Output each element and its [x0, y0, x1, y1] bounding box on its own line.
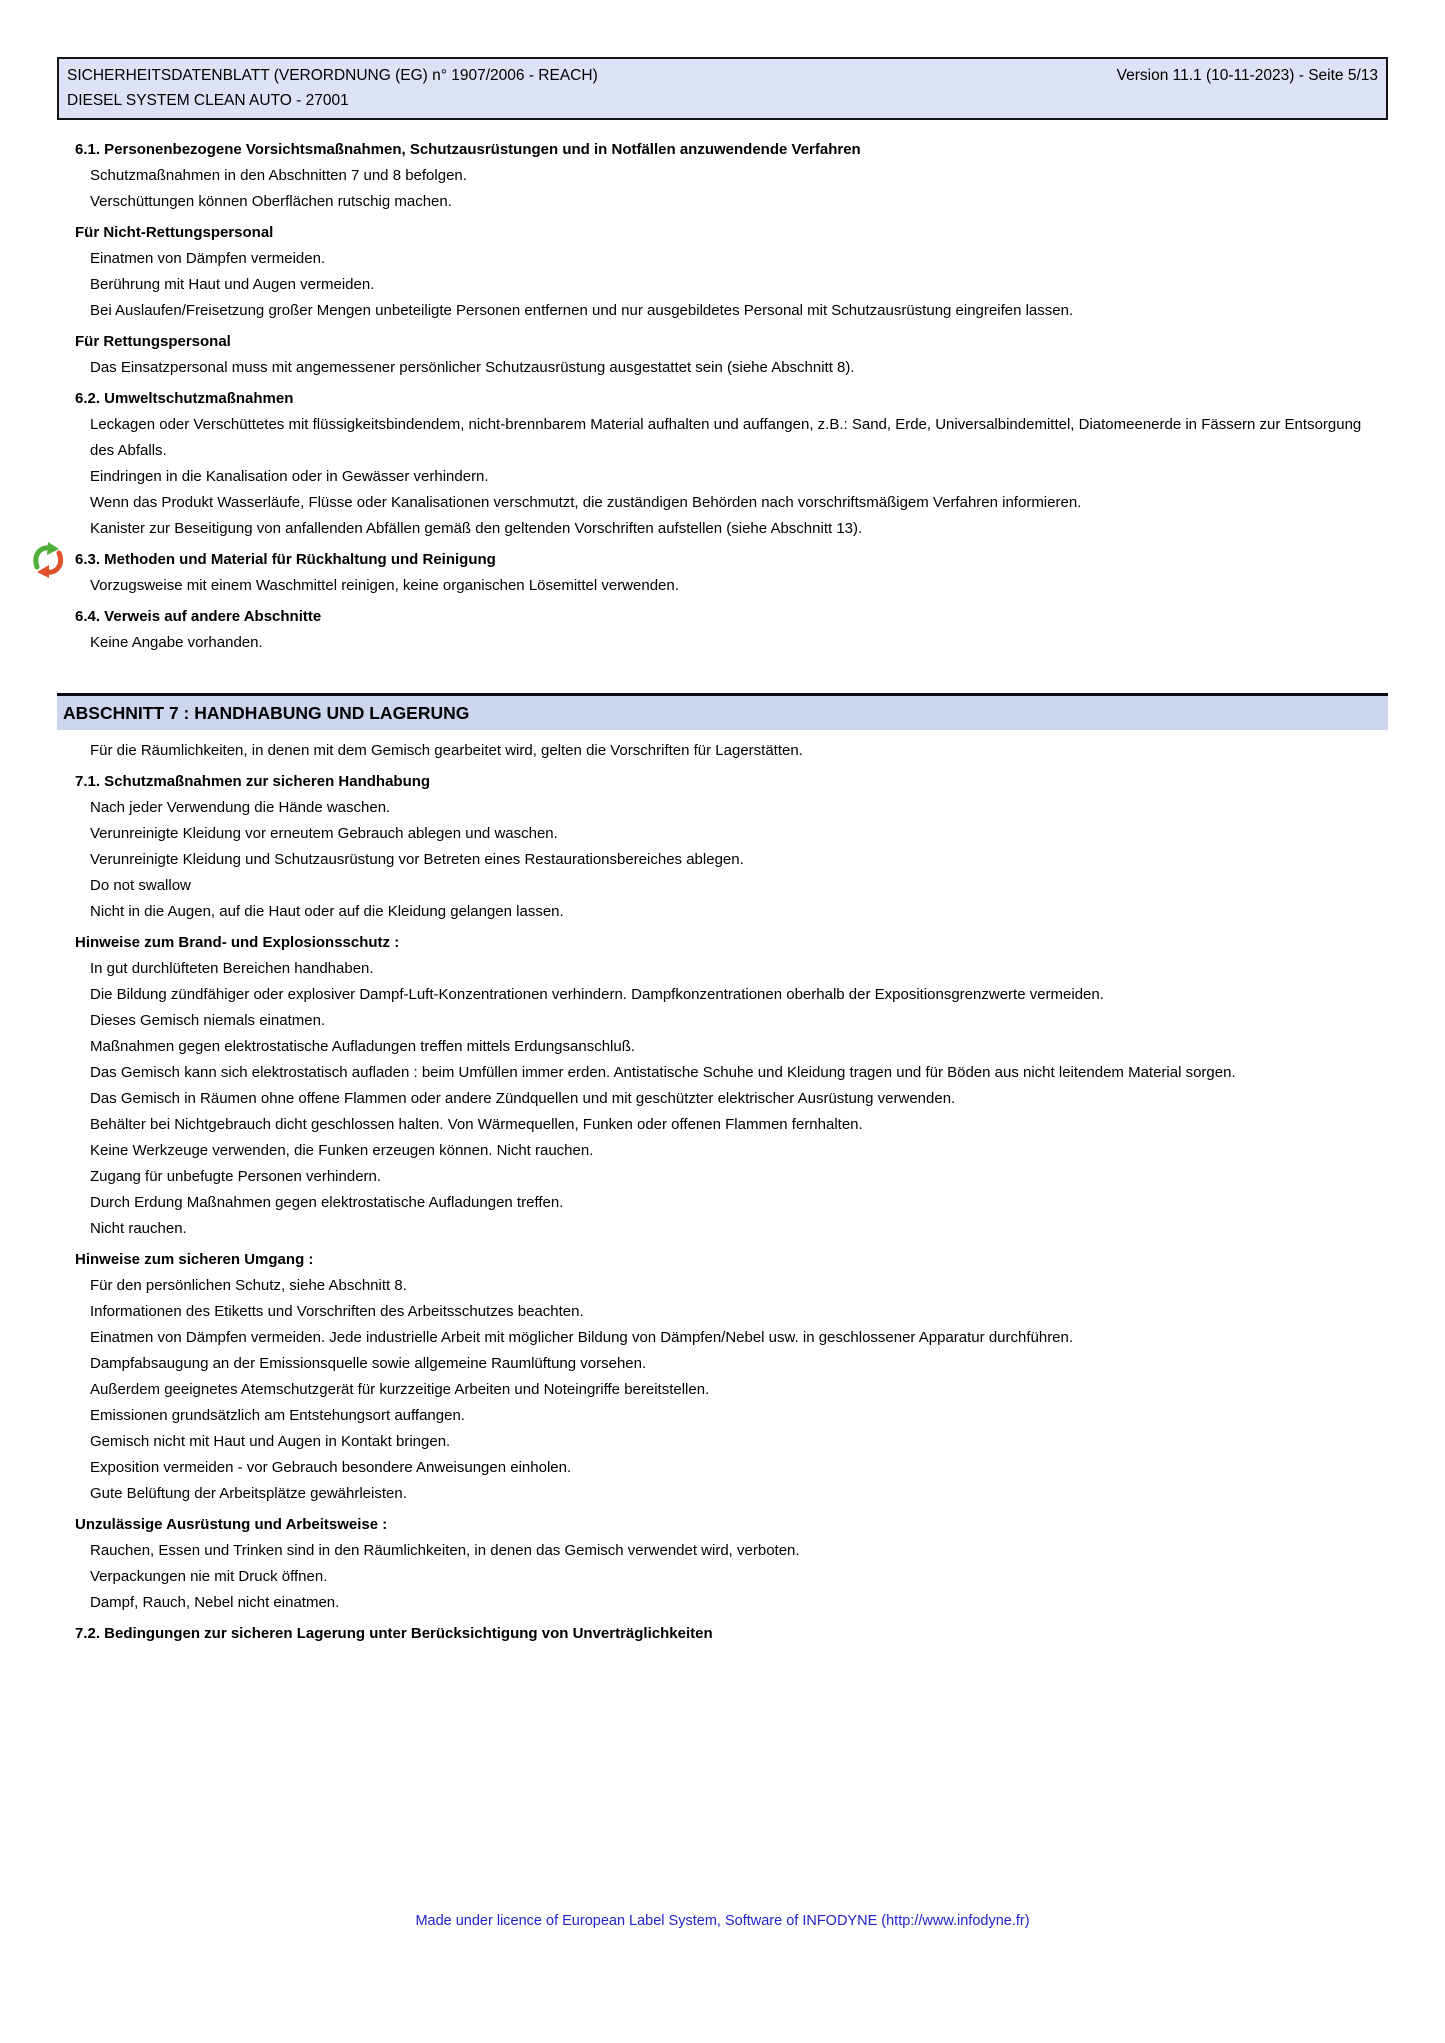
text: Wenn das Produkt Wasserläufe, Flüsse oder Kanalisationen verschmutzt, die zuständigen Behörden nach vorschriftsmäßigem Verfahren informieren. [90, 494, 1082, 511]
body-text-line [90, 516, 1386, 542]
text: Das Einsatzpersonal muss mit angemessener persönlicher Schutzausrüstung ausgestattet sein (siehe Abschnitt 8). [90, 359, 855, 376]
text: Gemisch nicht mit Haut und Augen in Kontakt bringen. [90, 1433, 451, 1450]
heading-text: 7.1. Schutzmaßnahmen zur sicheren Handhabung [75, 773, 431, 790]
body-text-line [90, 189, 1386, 215]
body-text-line [90, 1429, 1386, 1455]
subsection-heading [75, 1621, 1388, 1647]
heading-text: Hinweise zum sicheren Umgang : [75, 1251, 314, 1268]
text: Das Gemisch kann sich elektrostatisch aufladen : beim Umfüllen immer erden. Antistatische Schuhe und Kleidung tragen und für Böden aus nicht leitendem Material sorgen. [90, 1064, 1236, 1081]
body-text-line [90, 1138, 1386, 1164]
body-text-line [90, 847, 1386, 873]
text: Verunreinigte Kleidung und Schutzausrüstung vor Betreten eines Restaurationsbereiches ablegen. [90, 851, 744, 868]
body-text-line [90, 412, 1386, 464]
text: Berührung mit Haut und Augen vermeiden. [90, 276, 375, 293]
heading-text: Unzulässige Ausrüstung und Arbeitsweise : [75, 1516, 388, 1533]
body-text-line [90, 1403, 1386, 1429]
text: Zugang für unbefugte Personen verhindern. [90, 1168, 382, 1185]
body-text-line [90, 873, 1386, 899]
subsection-heading [75, 604, 1388, 630]
body-text-line [90, 1590, 1386, 1616]
body-text-line [90, 272, 1386, 298]
body-text-line [90, 1351, 1386, 1377]
body-text-line [90, 464, 1386, 490]
subsection-heading [75, 769, 1388, 795]
body-text-line [90, 1112, 1386, 1138]
subsection-heading [75, 1247, 1388, 1273]
body-text-line [90, 1377, 1386, 1403]
body-text-line [90, 795, 1386, 821]
text: Eindringen in die Kanalisation oder in Gewässer verhindern. [90, 468, 489, 485]
text: Dieses Gemisch niemals einatmen. [90, 1012, 326, 1029]
section-header-title: ABSCHNITT 7 : HANDHABUNG UND LAGERUNG [63, 702, 470, 723]
body-text-line [90, 982, 1386, 1008]
heading-text: 6.1. Personenbezogene Vorsichtsmaßnahmen, Schutzausrüstungen und in Notfällen anzuwendende Verfahren [75, 141, 861, 158]
recycle-arrows-icon [29, 540, 67, 580]
document-title: SICHERHEITSDATENBLATT (VERORDNUNG (EG) n° 1907/2006 - REACH) [67, 67, 598, 84]
text: Durch Erdung Maßnahmen gegen elektrostatische Aufladungen treffen. [90, 1194, 564, 1211]
text: Schutzmaßnahmen in den Abschnitten 7 und 8 befolgen. [90, 167, 467, 184]
spacer [57, 656, 1388, 693]
text: Außerdem geeignetes Atemschutzgerät für kurzzeitige Arbeiten und Noteingriffe bereitstellen. [90, 1381, 710, 1398]
section-header-bar [57, 693, 1388, 730]
body-text-line [90, 1564, 1386, 1590]
text: Keine Werkzeuge verwenden, die Funken erzeugen können. Nicht rauchen. [90, 1142, 594, 1159]
heading-text: Hinweise zum Brand- und Explosionsschutz : [75, 934, 400, 951]
text: Keine Angabe vorhanden. [90, 634, 263, 651]
text: Verschüttungen können Oberflächen rutschig machen. [90, 193, 452, 210]
text: Die Bildung zündfähiger oder explosiver Dampf-Luft-Konzentrationen verhindern. Dampfkonzentrationen oberhalb der Expositionsgrenzwerte vermeiden. [90, 986, 1104, 1003]
heading-text: 6.4. Verweis auf andere Abschnitte [75, 608, 322, 625]
text: Vorzugsweise mit einem Waschmittel reinigen, keine organischen Lösemittel verwenden. [90, 577, 679, 594]
body-text-line [90, 573, 1386, 599]
body-text-line [90, 163, 1386, 189]
subsection-heading [75, 137, 1388, 163]
text: Nicht rauchen. [90, 1220, 187, 1237]
text: Verpackungen nie mit Druck öffnen. [90, 1568, 328, 1585]
subsection-heading [75, 329, 1388, 355]
body-text-line [90, 899, 1386, 925]
body-text-line [90, 246, 1386, 272]
text: Das Gemisch in Räumen ohne offene Flammen oder andere Zündquellen und mit geschützter elektrischer Ausrüstung verwenden. [90, 1090, 956, 1107]
text: Einatmen von Dämpfen vermeiden. Jede industrielle Arbeit mit möglicher Bildung von Dämpfen/Nebel usw. in geschlossener Apparatur durchführen. [90, 1329, 1074, 1346]
body-text-line [90, 1164, 1386, 1190]
body-text-line [90, 1008, 1386, 1034]
subsection-heading [75, 220, 1388, 246]
heading-text: 6.2. Umweltschutzmaßnahmen [75, 390, 294, 407]
text: Für die Räumlichkeiten, in denen mit dem Gemisch gearbeitet wird, gelten die Vorschriften für Lagerstätten. [90, 742, 803, 759]
body-text-line [90, 490, 1386, 516]
text: Einatmen von Dämpfen vermeiden. [90, 250, 326, 267]
heading-text: 6.3. Methoden und Material für Rückhaltung und Reinigung [75, 551, 496, 568]
body-text-line [90, 1190, 1386, 1216]
body-text-line [90, 1299, 1386, 1325]
text: Gute Belüftung der Arbeitsplätze gewährleisten. [90, 1485, 407, 1502]
footer-licence-line: Made under licence of European Label System, Software of INFODYNE (http://www.infodyne.fr) [415, 1913, 1030, 1929]
text: Exposition vermeiden - vor Gebrauch besondere Anweisungen einholen. [90, 1459, 572, 1476]
body-text-line [90, 956, 1386, 982]
text: Informationen des Etiketts und Vorschriften des Arbeitsschutzes beachten. [90, 1303, 584, 1320]
body-text-line [90, 1325, 1386, 1351]
body-text-line [90, 1034, 1386, 1060]
text: In gut durchlüfteten Bereichen handhaben. [90, 960, 374, 977]
body-text-line [90, 1060, 1386, 1086]
body-text-line [90, 1216, 1386, 1242]
subsection-heading [75, 930, 1388, 956]
heading-text: 7.2. Bedingungen zur sicheren Lagerung unter Berücksichtigung von Unverträglichkeiten [75, 1625, 713, 1642]
subsection-heading [75, 547, 1388, 573]
text: Nach jeder Verwendung die Hände waschen. [90, 799, 391, 816]
body-text-line [90, 1273, 1386, 1299]
body-text-line [90, 1538, 1386, 1564]
text: Emissionen grundsätzlich am Entstehungsort auffangen. [90, 1407, 465, 1424]
heading-text: Für Nicht-Rettungspersonal [75, 224, 274, 241]
body-text-line [90, 298, 1386, 324]
body-text-line [90, 355, 1386, 381]
body-text-line [90, 630, 1386, 656]
heading-text: Für Rettungspersonal [75, 333, 231, 350]
body-text-line [90, 738, 1386, 764]
version-page-info: Version 11.1 (10-11-2023) - Seite 5/13 [1116, 67, 1378, 84]
doc-body [57, 132, 1388, 1647]
text: Dampfabsaugung an der Emissionsquelle sowie allgemeine Raumlüftung vorsehen. [90, 1355, 647, 1372]
text: Bei Auslaufen/Freisetzung großer Mengen unbeteiligte Personen entfernen und nur ausgebildetes Personal mit Schutzausrüstung eingreifen lassen. [90, 302, 1074, 319]
text: Behälter bei Nichtgebrauch dicht geschlossen halten. Von Wärmequellen, Funken oder offenen Flammen fernhalten. [90, 1116, 863, 1133]
body-text-line [90, 1455, 1386, 1481]
text: Do not swallow [90, 877, 191, 894]
subsection-heading [75, 1512, 1388, 1538]
text: Rauchen, Essen und Trinken sind in den Räumlichkeiten, in denen das Gemisch verwendet wird, verboten. [90, 1542, 800, 1559]
body-text-line [90, 821, 1386, 847]
subsection-heading [75, 386, 1388, 412]
text: Kanister zur Beseitigung von anfallenden Abfällen gemäß den geltenden Vorschriften aufstellen (siehe Abschnitt 13). [90, 520, 863, 537]
product-name: DIESEL SYSTEM CLEAN AUTO - 27001 [67, 92, 349, 109]
text: Nicht in die Augen, auf die Haut oder auf die Kleidung gelangen lassen. [90, 903, 564, 920]
text: Für den persönlichen Schutz, siehe Abschnitt 8. [90, 1277, 407, 1294]
body-text-line [90, 1481, 1386, 1507]
text: Verunreinigte Kleidung vor erneutem Gebrauch ablegen und waschen. [90, 825, 558, 842]
text: Maßnahmen gegen elektrostatische Aufladungen treffen mittels Erdungsanschluß. [90, 1038, 636, 1055]
document-header [57, 57, 1388, 120]
text: Leckagen oder Verschüttetes mit flüssigkeitsbindendem, nicht-brennbarem Material aufhalten und auffangen, z.B.: Sand, Erde, Universalbindemittel, Diatomeenerde in Fässern zur Entsorgung des Abfalls. [90, 416, 1362, 459]
body-text-line [90, 1086, 1386, 1112]
text: Dampf, Rauch, Nebel nicht einatmen. [90, 1594, 340, 1611]
